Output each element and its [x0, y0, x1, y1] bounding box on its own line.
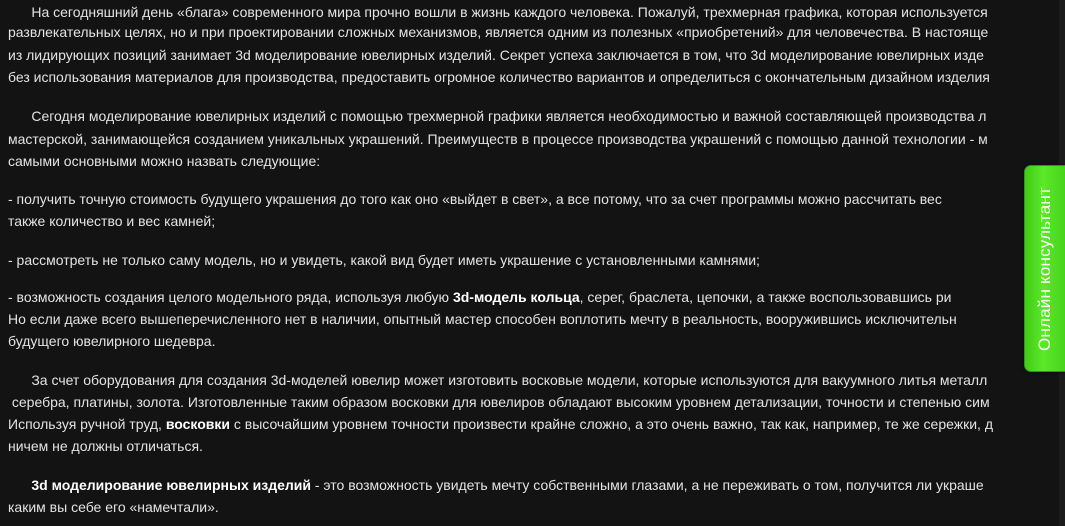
p1-line-4: без использования материалов для производства, предоставить огромное количество вариантов и определиться с окончательным дизайном изделия — [8, 69, 990, 85]
p7-line-1 — [8, 475, 984, 495]
wax-models-bold: восковки — [165, 416, 231, 432]
p4-line-1: - рассмотреть не только саму модель, но и увидеть, какой вид будет иметь украшение с установленными камнями; — [8, 252, 760, 268]
p1-line-3: из лидирующих позиций занимает 3d моделирование ювелирных изделий. Секрет успеха заключается в том, что 3d моделирование ювелирных изде — [8, 47, 984, 63]
ring-model-link-text: 3d-модель кольца — [452, 289, 580, 305]
p7-post: - это возможность увидеть мечту собственными глазами, а не переживать о том, получится ли украше — [310, 477, 984, 493]
jewelry-modeling-bold: 3d моделирование ювелирных изделий — [31, 477, 311, 493]
p6-pre: Используя ручной труд, — [8, 416, 166, 432]
p6-line-4: ничем не должны отличаться. — [8, 438, 203, 454]
p5-line-1 — [8, 287, 951, 307]
online-consultant-label: Онлайн консультант — [1035, 186, 1054, 351]
p6-line-1: За счет оборудования для создания 3d-моделей ювелир может изготовить восковые модели, которые используются для вакуумного литья металл — [8, 372, 988, 388]
p7-indent — [8, 477, 31, 493]
p2-line-3: самыми основными можно назвать следующие: — [8, 153, 321, 169]
online-consultant-button[interactable] — [1024, 165, 1065, 372]
p7-line-2: каким вы себе его «намечтали». — [8, 499, 219, 515]
p6-line-2: серебра, платины, золота. Изготовленные таким образом восковки для ювелиров обладают высоким уровнем детализации, точности и степенью сим — [8, 394, 990, 410]
p2-line-2: мастерской, занимающейся созданием уникальных украшений. Преимуществ в процессе производства украшений с помощью данной технологии - м — [8, 131, 988, 147]
p6-line-3 — [8, 414, 993, 434]
p5-post: , серег, браслета, цепочки, а также воспользовавшись ри — [579, 289, 952, 305]
p1-line-1: На сегодняшний день «блага» современного мира прочно вошли в жизнь каждого человека. Пожалуй, трехмерная графика, которая используется — [8, 4, 988, 20]
p6-post: с высочайшим уровнем точности произвести крайне сложно, а это очень важно, так как, например, те же сережки, д — [230, 416, 994, 432]
p3-line-2: также количество и вес камней; — [8, 213, 216, 229]
p5-line-3: будущего ювелирного шедевра. — [8, 333, 216, 349]
p2-line-1: Сегодня моделирование ювелирных изделий с помощью трехмерной графики является необходимостью и важной составляющей производства л — [8, 108, 987, 124]
p5-line-2: Но если даже всего вышеперечисленного нет в наличии, опытный мастер способен воплотить мечту в реальность, вооружившись исключительн — [8, 311, 957, 327]
p1-line-2: развлекательных целях, но и при проектировании сложных механизмов, является одним из полезных «приобретений» для человечества. В настояще — [8, 24, 989, 40]
article-body — [8, 0, 1065, 526]
p5-pre: - возможность создания целого модельного ряда, используя любую — [8, 289, 453, 305]
p3-line-1: - получить точную стоимость будущего украшения до того как оно «выйдет в свет», а все потому, что за счет программы можно рассчитать вес — [8, 191, 942, 207]
